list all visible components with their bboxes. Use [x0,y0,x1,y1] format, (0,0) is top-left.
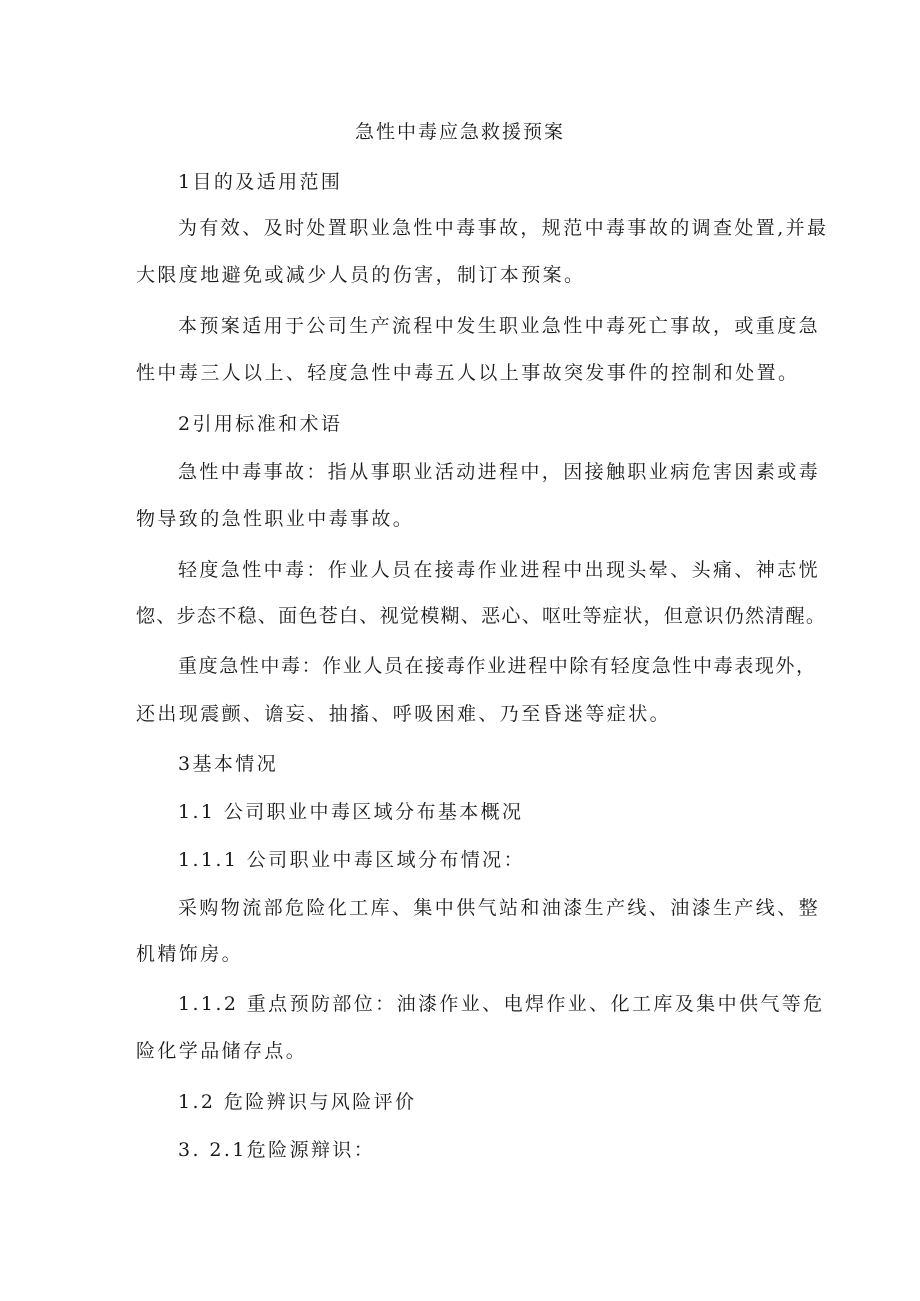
paragraph-line: 1.1.2 重点预防部位：油漆作业、电焊作业、化工库及集中供气等危 [178,993,825,1015]
paragraph-line: 还出现震颤、谵妄、抽搐、呼吸困难、乃至昏迷等症状。 [136,703,672,725]
section-heading: 2引用标准和术语 [178,413,343,435]
paragraph-line: 物导致的急性职业中毒事故。 [136,508,415,530]
subsection-heading: 1.1.1 公司职业中毒区域分布情况： [178,849,525,871]
paragraph-line: 惚、步态不稳、面色苍白、视觉模糊、恶心、呕吐等症状，但意识仍然清醒。 [136,605,827,627]
paragraph-line: 为有效、及时处置职业急性中毒事故，规范中毒事故的调查处置,并最 [178,217,829,239]
subsection-heading: 1.1 公司职业中毒区域分布基本概况 [178,801,524,823]
section-heading: 3基本情况 [178,753,279,775]
document-title: 急性中毒应急救援预案 [354,121,565,143]
subsection-heading: 3. 2.1危险源辩识： [178,1139,376,1161]
section-heading: 1目的及适用范围 [178,171,343,193]
subsection-heading: 1.2 危险辨识与风险评价 [178,1091,417,1113]
paragraph-line: 急性中毒事故：指从事职业活动进程中，因接触职业病危害因素或毒 [178,461,821,483]
paragraph-line: 险化学品储存点。 [136,1040,308,1062]
paragraph-line: 机精饰房。 [136,943,244,965]
paragraph-line: 采购物流部危险化工库、集中供气站和油漆生产线、油漆生产线、整 [178,897,821,919]
paragraph-line: 大限度地避免或减少人员的伤害，制订本预案。 [136,264,586,286]
paragraph-line: 本预案适用于公司生产流程中发生职业急性中毒死亡事故，或重度急 [178,315,821,337]
paragraph-line: 重度急性中毒：作业人员在接毒作业进程中除有轻度急性中毒表现外， [178,655,817,677]
paragraph-line: 性中毒三人以上、轻度急性中毒五人以上事故突发事件的控制和处置。 [136,362,800,384]
paragraph-line: 轻度急性中毒：作业人员在接毒作业进程中出现头晕、头痛、神志恍 [178,559,821,581]
